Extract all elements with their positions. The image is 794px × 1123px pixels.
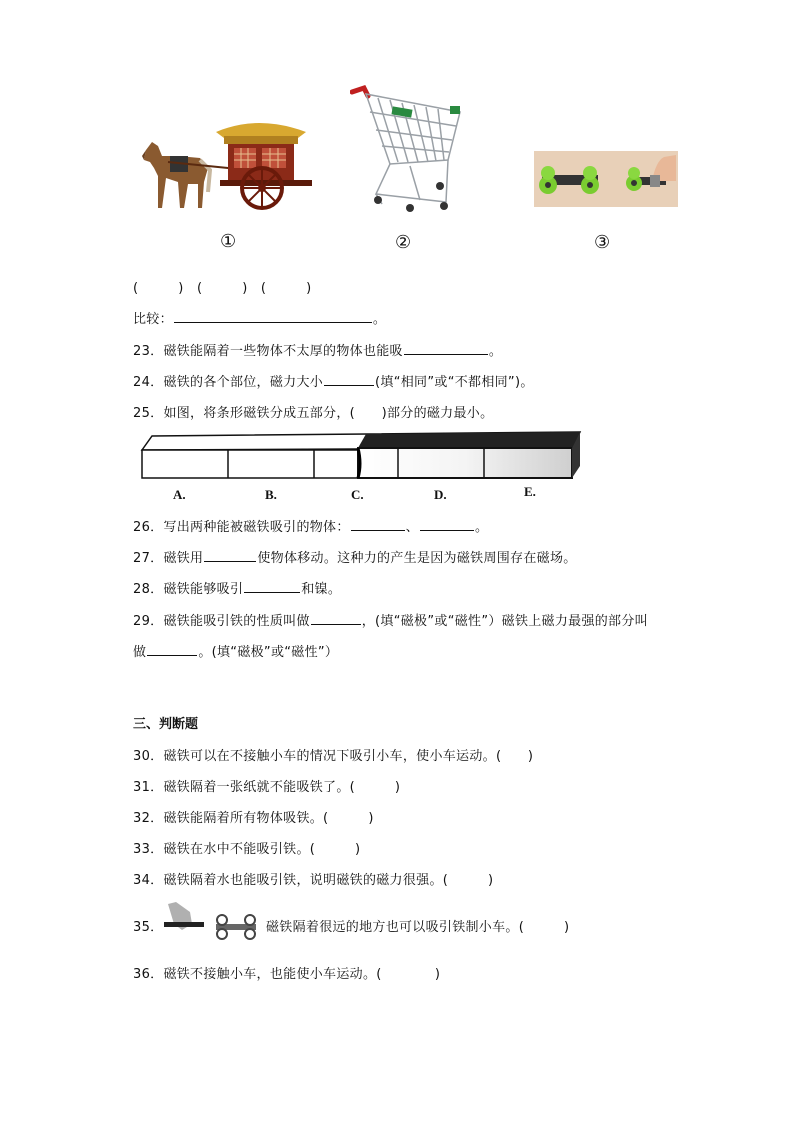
q26-blank-1[interactable] <box>351 518 405 531</box>
picture-answer-parens: ( ) ( ) ( ) <box>133 281 312 296</box>
question-34: 34．磁铁隔着水也能吸引铁，说明磁铁的磁力很强。( ) <box>133 873 494 888</box>
q24-blank[interactable] <box>324 373 374 386</box>
magnet-label-e: E. <box>524 484 536 499</box>
question-33: 33．磁铁在水中不能吸引铁。( ) <box>133 842 361 857</box>
compare-line: 比较： 。 <box>133 312 387 327</box>
compare-blank[interactable] <box>174 310 372 323</box>
question-28: 28．磁铁能够吸引 和镍。 <box>133 582 342 597</box>
magnet-label-a: A. <box>173 487 186 502</box>
picture-label-2: ② <box>395 232 412 253</box>
question-26: 26．写出两种能被磁铁吸引的物体： 、 。 <box>133 520 489 535</box>
question-35-text: 磁铁隔着很远的地方也可以吸引铁制小车。( ) <box>266 920 570 935</box>
question-25: 25．如图，将条形磁铁分成五部分，( )部分的磁力最小。 <box>133 406 494 421</box>
q26-blank-2[interactable] <box>420 518 474 531</box>
horse-carriage-image <box>138 112 313 212</box>
section-3-title: 三、判断题 <box>133 717 199 732</box>
question-29-cont: 做 。(填“磁极”或“磁性”） <box>133 645 339 660</box>
picture-label-1: ① <box>220 231 237 252</box>
q29-blank-1[interactable] <box>311 612 361 625</box>
hand-magnet-car-image <box>162 900 264 942</box>
question-24: 24．磁铁的各个部位，磁力大小 (填“相同”或“不都相同”)。 <box>133 375 534 390</box>
magnet-label-c: C. <box>351 487 364 502</box>
magnet-label-b: B. <box>265 487 277 502</box>
question-27: 27．磁铁用 使物体移动。这种力的产生是因为磁铁周围存在磁场。 <box>133 551 577 566</box>
question-31: 31．磁铁隔着一张纸就不能吸铁了。( ) <box>133 780 401 795</box>
question-32: 32．磁铁能隔着所有物体吸铁。( ) <box>133 811 374 826</box>
question-23: 23．磁铁能隔着一些物体不太厚的物体也能吸 。 <box>133 344 503 359</box>
picture-label-3: ③ <box>594 232 611 253</box>
shopping-cart-image <box>350 82 466 216</box>
question-36: 36．磁铁不接触小车，也能使小车运动。( ) <box>133 967 441 982</box>
magnet-label-d: D. <box>434 487 447 502</box>
q29-blank-2[interactable] <box>147 643 197 656</box>
question-35: 35． <box>133 920 164 935</box>
toy-car-magnet-image <box>534 151 678 207</box>
question-29: 29．磁铁能吸引铁的性质叫做 ，(填“磁极”或“磁性”）磁铁上磁力最强的部分叫 <box>133 614 648 629</box>
q28-blank[interactable] <box>244 580 300 593</box>
q23-blank[interactable] <box>404 342 488 355</box>
question-30: 30．磁铁可以在不接触小车的情况下吸引小车，使小车运动。( ) <box>133 749 534 764</box>
q27-blank[interactable] <box>204 549 256 562</box>
compare-label: 比较： <box>133 312 173 327</box>
